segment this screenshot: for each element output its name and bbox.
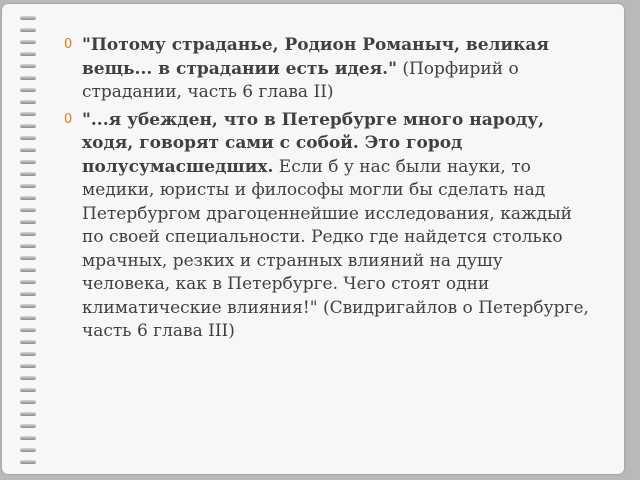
binding-ring bbox=[20, 304, 36, 308]
binding-ring bbox=[20, 352, 36, 356]
binding-ring bbox=[20, 256, 36, 260]
binding-ring bbox=[20, 280, 36, 284]
binding-ring bbox=[20, 364, 36, 368]
bullet-marker-icon: 0 bbox=[64, 111, 73, 127]
binding-ring bbox=[20, 208, 36, 212]
binding-ring bbox=[20, 196, 36, 200]
binding-ring bbox=[20, 112, 36, 116]
binding-ring bbox=[20, 388, 36, 392]
binding-ring bbox=[20, 436, 36, 440]
binding-ring bbox=[20, 160, 36, 164]
binding-ring bbox=[20, 340, 36, 344]
binding-ring bbox=[20, 64, 36, 68]
spiral-binding bbox=[20, 16, 36, 472]
binding-ring bbox=[20, 460, 36, 464]
binding-ring bbox=[20, 76, 36, 80]
binding-ring bbox=[20, 328, 36, 332]
bullet-item-1 bbox=[64, 34, 589, 105]
binding-ring bbox=[20, 136, 36, 140]
binding-ring bbox=[20, 28, 36, 32]
binding-ring bbox=[20, 124, 36, 128]
binding-ring bbox=[20, 88, 36, 92]
slide-content bbox=[64, 34, 589, 344]
binding-ring bbox=[20, 232, 36, 236]
binding-ring bbox=[20, 52, 36, 56]
binding-ring bbox=[20, 424, 36, 428]
binding-ring bbox=[20, 448, 36, 452]
binding-ring bbox=[20, 244, 36, 248]
slide bbox=[2, 4, 624, 474]
bullet-marker-icon: 0 bbox=[64, 37, 73, 52]
quote-text: "...я убежден, что в Петербурге много народу, ходя, говорят сами с собой. Это город полусумасшедших. bbox=[82, 109, 545, 177]
bullet-item-2 bbox=[64, 109, 589, 344]
binding-ring bbox=[20, 40, 36, 44]
quote-attribution: (Порфирий о страдании, часть 6 глава II) bbox=[82, 58, 519, 102]
binding-ring bbox=[20, 220, 36, 224]
binding-ring bbox=[20, 376, 36, 380]
quote-continuation: Если б у нас были науки, то медики, юристы и философы могли бы сделать над Петербургом драгоценнейшие исследования, каждый по своей специальности. Редко где найдется столько мрачных, резких и странных влияний на душу человека, как в Петербурге. Чего стоят одни климатические влияния!" (Свидригайлов о Петербурге, часть 6 глава III) bbox=[82, 156, 589, 341]
binding-ring bbox=[20, 316, 36, 320]
binding-ring bbox=[20, 172, 36, 176]
quote-text: "Потому страданье, Родион Романыч, великая вещь... в страдании есть идея." bbox=[82, 35, 549, 79]
binding-ring bbox=[20, 412, 36, 416]
binding-ring bbox=[20, 16, 36, 20]
binding-ring bbox=[20, 268, 36, 272]
binding-ring bbox=[20, 148, 36, 152]
binding-ring bbox=[20, 100, 36, 104]
binding-ring bbox=[20, 184, 36, 188]
binding-ring bbox=[20, 400, 36, 404]
binding-ring bbox=[20, 292, 36, 296]
